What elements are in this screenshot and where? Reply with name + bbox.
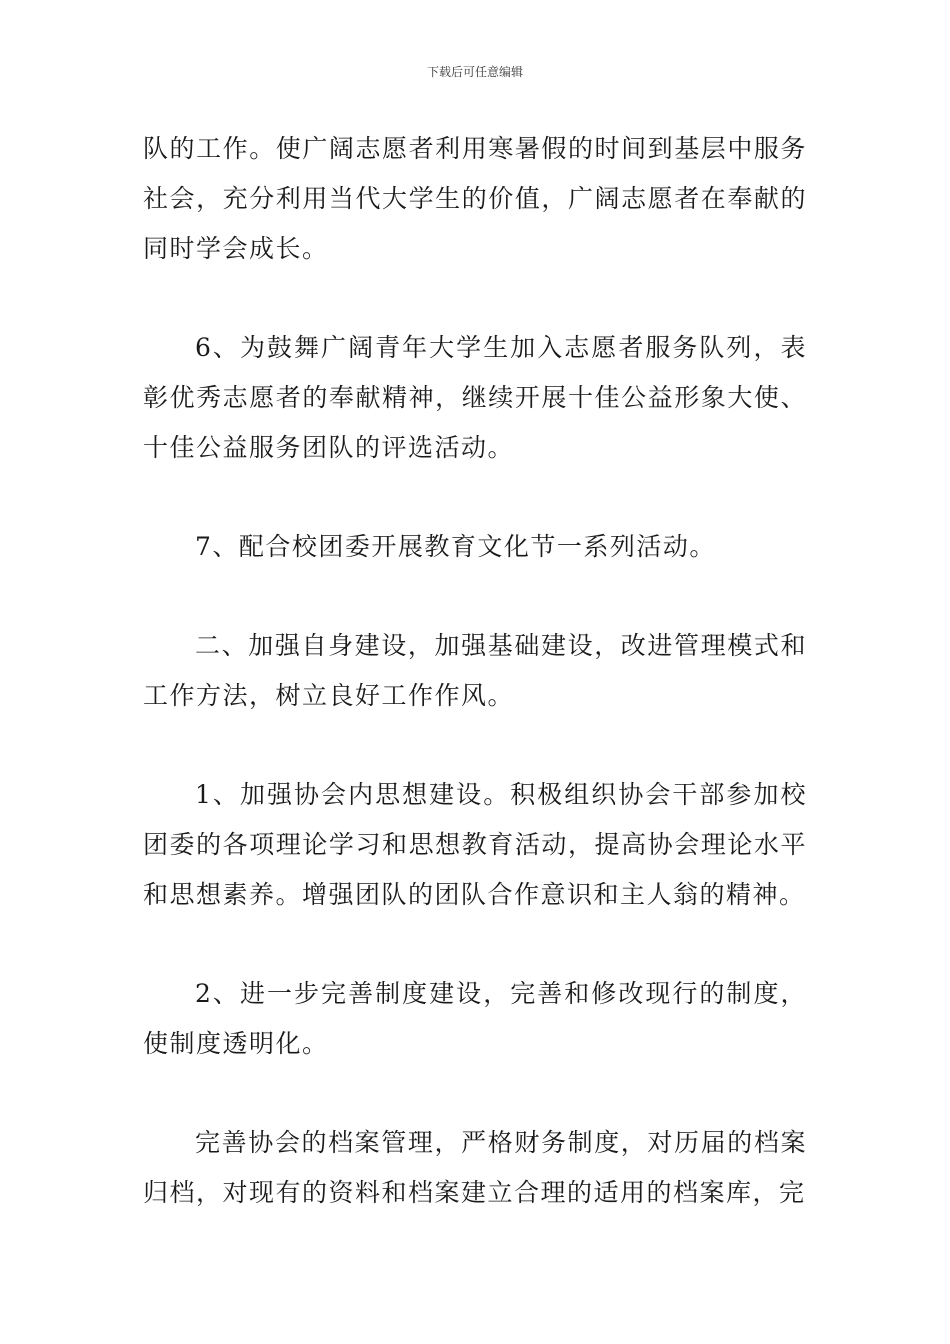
paragraph-item-2: 2、进一步完善制度建设，完善和修改现行的制度，使制度透明化。 bbox=[143, 979, 807, 1058]
page-header: 下载后可任意编辑 bbox=[426, 65, 523, 79]
paragraph-item-6: 6、为鼓舞广阔青年大学生加入志愿者服务队列，表彰优秀志愿者的奉献精神，继续开展十佳公益形象大使、十佳公益服务团队的评选活动。 bbox=[143, 333, 807, 462]
paragraph-item-7: 7、配合校团委开展教育文化节一系列活动。 bbox=[195, 532, 716, 561]
paragraph-archive: 完善协会的档案管理，严格财务制度，对历届的档案归档，对现有的资料和档案建立合理的适用的档案库，完 bbox=[143, 1128, 807, 1207]
paragraph-continuation: 队的工作。使广阔志愿者利用寒暑假的时间到基层中服务社会，充分利用当代大学生的价值，广阔志愿者在奉献的同时学会成长。 bbox=[143, 134, 807, 263]
document-body bbox=[143, 124, 807, 1218]
section-heading-2: 二、加强自身建设，加强基础建设，改进管理模式和工作方法，树立良好工作作风。 bbox=[143, 631, 807, 710]
paragraph-item-1: 1、加强协会内思想建设。积极组织协会干部参加校团委的各项理论学习和思想教育活动，提高协会理论水平和思想素养。增强团队的团队合作意识和主人翁的精神。 bbox=[143, 780, 807, 909]
